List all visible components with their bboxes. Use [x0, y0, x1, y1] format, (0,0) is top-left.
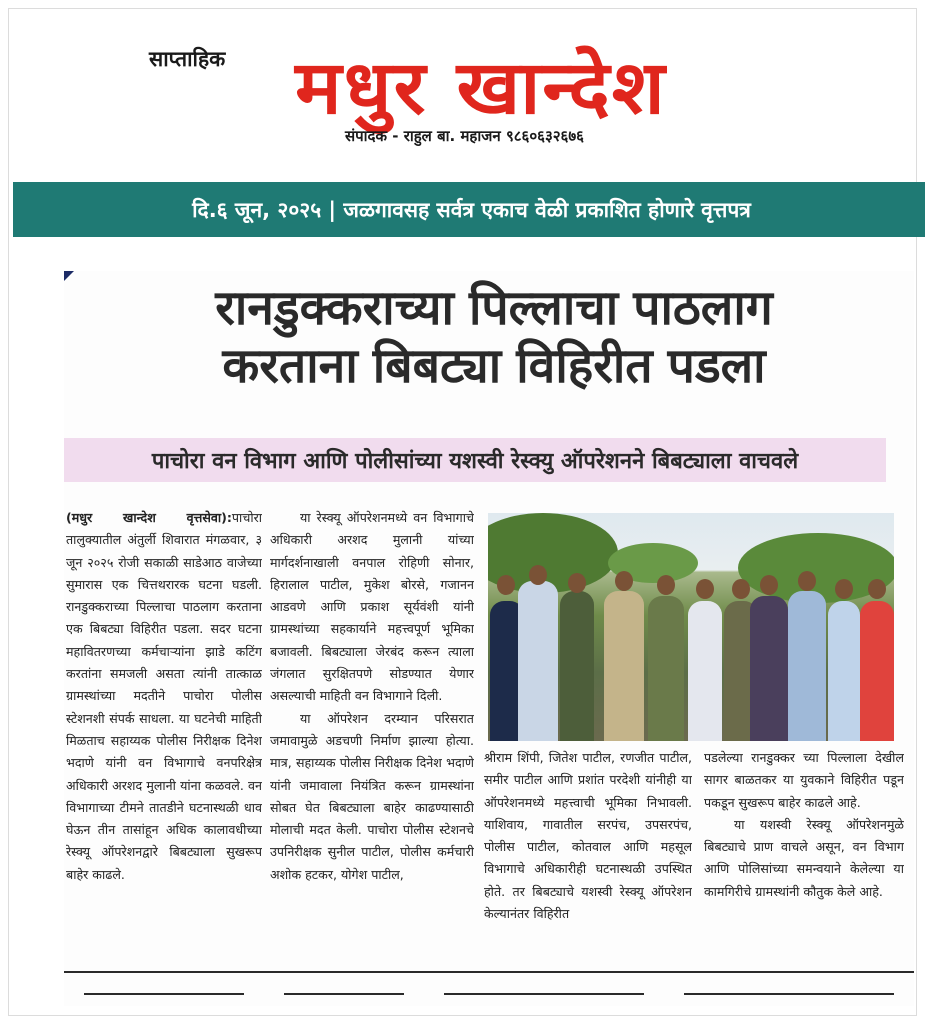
article-column-4 [704, 747, 904, 967]
date-banner-text: दि.६ जून, २०२५ | जळगावसह सर्वत्र एकाच वेळी प्रकाशित होणारे वृत्तपत्र [192, 197, 751, 222]
photo-person [828, 601, 860, 741]
photo-person [648, 596, 684, 741]
rule-dash [444, 993, 644, 995]
article-headline [84, 279, 904, 395]
photo-head [696, 579, 714, 599]
photo-person [518, 581, 558, 741]
photo-head [732, 579, 750, 599]
masthead-title: मधुर खान्देश [295, 45, 667, 131]
masthead-tagline: साप्ताहिक [149, 47, 226, 71]
headline-line-2: करताना बिबट्या विहिरीत पडला [222, 338, 766, 394]
subheadline-text: पाचोरा वन विभाग आणि पोलीसांच्या यशस्वी रेस्क्यु ऑपरेशनने बिबट्याला वाचवले [151, 449, 799, 474]
photo-person [750, 596, 788, 741]
rule-dash [84, 993, 244, 995]
column-1-text: पाचोरा तालुक्यातील अंतुर्ली शिवारात मंगळवार, ३ जून २०२५ रोजी सकाळी साडेआठ वाजेच्या सुमारास एक चित्तथरारक घटना घडली. रानडुक्कराच्या पिल्लाचा पाठलाग करताना एक बिबट्या विहिरीत पडला. सदर घटना महावितरणच्या कर्मचाऱ्यांना झाडे कटिंग करतांना समजली असता त्यांनी तात्काळ ग्रामस्थांच्या मदतीने पाचोरा पोलीस स्टेशनशी संपर्क साधला. या घटनेची माहिती मिळताच सहाय्यक पोलीस निरीक्षक दिनेश भदाणे यांनी वन विभागाचे वनपरिक्षेत्र अधिकारी अरशद मुलानी यांना कळवले. वन विभागाच्या टीमने तातडीने घटनास्थळी धाव घेऊन तीन तासांहून अधिक कालावधीच्या रेस्क्यू ऑपरेशनद्वारे बिबट्याला सुखरूप बाहेर काढले. [66, 510, 262, 882]
photo-head [529, 565, 547, 585]
photo-person [688, 601, 722, 741]
article-column-3 [484, 747, 692, 967]
corner-mark [64, 271, 74, 281]
column-2-paragraph-1: या रेस्क्यू ऑपरेशनमध्ये वन विभागाचे अधिकारी अरशद मुलानी यांच्या मार्गदर्शनाखाली वनपाल रोहिणी सोनार, हिरालाल पाटील, मुकेश बोरसे, गजानन आडवणे आणि प्रकाश सूर्यवंशी यांनी ग्रामस्थांच्या सहकार्याने महत्त्वपूर्ण भूमिका बजावली. बिबट्याला जेरबंद करून त्याला जंगलात सुरक्षितपणे सोडण्यात येणार असल्याची माहिती वन विभागाने दिली. [270, 510, 474, 704]
page-frame [8, 8, 917, 1016]
article-column-2 [270, 507, 474, 967]
masthead-editor-line: संपादक - राहुल बा. महाजन ९८६०६३२६७६ [345, 127, 584, 145]
headline-line-1: रानडुक्कराच्या पिल्लाचा पाठलाग [215, 280, 773, 336]
column-3-text: श्रीराम शिंपी, जितेश पाटील, रणजीत पाटील, समीर पाटील आणि प्रशांत परदेशी यांनीही या ऑपरेशनमध्ये महत्त्वाची भूमिका निभावली. याशिवाय, गावातील सरपंच, उपसरपंच, पोलीस पाटील, कोतवाल आणि महसूल विभागाचे अधिकारीही घटनास्थळी उपस्थित होते. तर बिबट्याचे यशस्वी रेस्क्यू ऑपरेशन केल्यानंतर विहिरीत [484, 750, 692, 922]
photo-head [497, 575, 515, 595]
photo-person [604, 591, 644, 741]
news-source: (मधुर खान्देश वृत्तसेवा): [66, 510, 232, 525]
photo-head [760, 575, 778, 595]
photo-head [798, 571, 816, 591]
article-subheadline [64, 438, 886, 482]
photo-head [868, 579, 886, 599]
rule-dash [684, 993, 894, 995]
column-2-paragraph-2: या ऑपरेशन दरम्यान परिसरात जमावामुळे अडचणी निर्माण झाल्या होत्या. मात्र, सहाय्यक पोलीस निरीक्षक दिनेश भदाणे यांनी जमावाला नियंत्रित करून ग्रामस्थांना सोबत घेत बिबट्याला बाहेर काढण्यासाठी मोलाची मदत केली. पाचोरा पोलीस स्टेशनचे उपनिरीक्षक सुनील पाटील, पोलीस कर्मचारी अशोक हटकर, योगेश पाटील, [270, 710, 474, 882]
article-column-1 [66, 507, 262, 967]
photo-head [615, 571, 633, 591]
rescue-team-photo [488, 513, 894, 741]
bottom-rule [64, 971, 914, 1006]
column-4-paragraph-2: या यशस्वी रेस्क्यू ऑपरेशनमुळे बिबट्याचे प्राण वाचले असून, वन विभाग आणि पोलिसांच्या समन्वयाने केलेल्या या कामगिरीचे ग्रामस्थांनी कौतुक केले आहे. [704, 816, 904, 899]
photo-head [657, 575, 675, 595]
news-clipping [64, 271, 914, 1006]
column-4-paragraph-1: पडलेल्या रानडुक्कर च्या पिल्लाला देखील सागर बाळतकर या युवकाने विहिरीत पडून पकडून सुखरूप बाहेर काढले आहे. [704, 750, 904, 810]
photo-head [835, 579, 853, 599]
photo-person [788, 591, 826, 741]
rule-dash [284, 993, 404, 995]
photo-person [860, 601, 894, 741]
date-banner [13, 182, 925, 237]
photo-head [568, 573, 586, 593]
photo-person [560, 591, 594, 741]
